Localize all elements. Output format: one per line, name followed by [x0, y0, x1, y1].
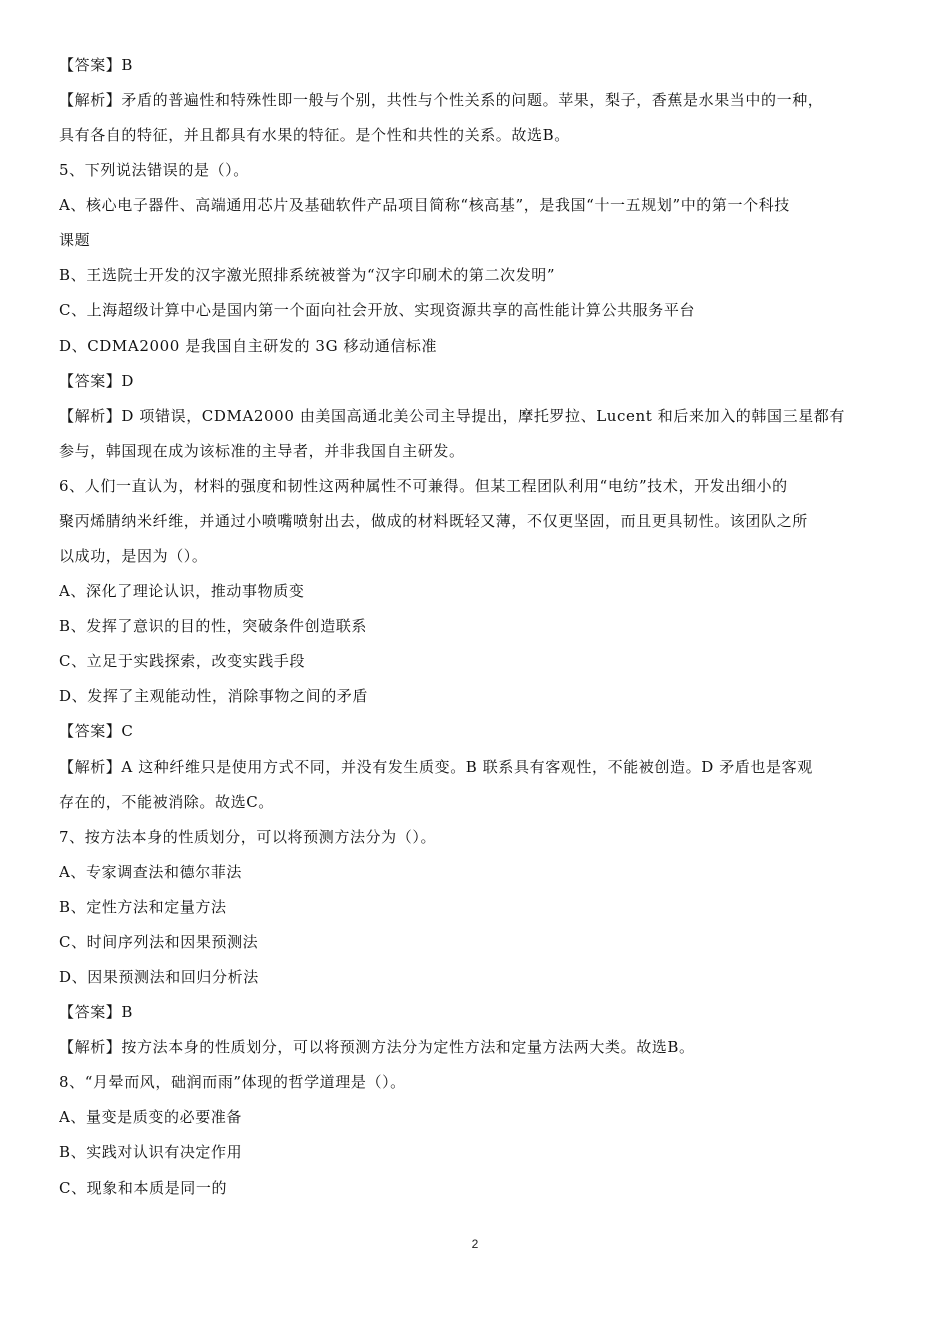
- answer-line: 【答案】B: [59, 56, 134, 74]
- analysis-line: 参与，韩国现在成为该标准的主导者，并非我国自主研发。: [59, 442, 465, 460]
- answer-line: 【答案】B: [59, 1003, 134, 1021]
- option-line: B、定性方法和定量方法: [59, 898, 227, 916]
- option-line: C、时间序列法和因果预测法: [59, 933, 259, 951]
- question-6: 6、人们一直认为，材料的强度和韧性这两种属性不可兼得。但某工程团队利用“电纺”技术，开发出细小的: [59, 477, 788, 495]
- option-line: A、量变是质变的必要准备: [59, 1108, 243, 1126]
- analysis-line: 【解析】D 项错误，CDMA2000 由美国高通北美公司主导提出，摩托罗拉、Lucent 和后来加入的韩国三星都有: [59, 407, 845, 425]
- analysis-line: 【解析】矛盾的普遍性和特殊性即一般与个别，共性与个性关系的问题。苹果，梨子，香蕉是水果当中的一种，: [59, 91, 824, 109]
- option-line: C、上海超级计算中心是国内第一个面向社会开放、实现资源共享的高性能计算公共服务平台: [59, 301, 696, 319]
- option-line: B、发挥了意识的目的性，突破条件创造联系: [59, 617, 368, 635]
- option-line: C、立足于实践探索，改变实践手段: [59, 652, 306, 670]
- option-line: A、深化了理论认识，推动事物质变: [59, 582, 305, 600]
- analysis-line: 存在的，不能被消除。故选C。: [59, 793, 274, 811]
- option-line: C、现象和本质是同一的: [59, 1179, 228, 1197]
- page-number: 2: [471, 1237, 479, 1251]
- option-line: B、王选院士开发的汉字激光照排系统被誉为“汉字印刷术的第二次发明”: [59, 266, 556, 284]
- option-line: A、专家调查法和德尔菲法: [59, 863, 243, 881]
- option-line: D、发挥了主观能动性，消除事物之间的矛盾: [59, 687, 369, 705]
- option-line: 课题: [59, 231, 91, 249]
- option-line: B、实践对认识有决定作用: [59, 1143, 243, 1161]
- analysis-line: 【解析】A 这种纤维只是使用方式不同，并没有发生质变。B 联系具有客观性，不能被创造。D 矛盾也是客观: [59, 758, 813, 776]
- question-5: 5、下列说法错误的是（）。: [59, 161, 249, 179]
- option-line: A、核心电子器件、高端通用芯片及基础软件产品项目简称“核高基”，是我国“十一五规划”中的第一个科技: [59, 196, 790, 214]
- answer-line: 【答案】C: [59, 722, 134, 740]
- option-line: D、CDMA2000 是我国自主研发的 3G 移动通信标准: [59, 337, 438, 355]
- question-7: 7、按方法本身的性质划分，可以将预测方法分为（）。: [59, 828, 437, 846]
- analysis-line: 【解析】按方法本身的性质划分，可以将预测方法分为定性方法和定量方法两大类。故选B。: [59, 1038, 695, 1056]
- answer-line: 【答案】D: [59, 372, 135, 390]
- question-line: 以成功，是因为（）。: [59, 547, 208, 565]
- question-8: 8、“月晕而风，础润而雨”体现的哲学道理是（）。: [59, 1073, 406, 1091]
- analysis-line: 具有各自的特征，并且都具有水果的特征。是个性和共性的关系。故选B。: [59, 126, 570, 144]
- question-line: 聚丙烯腈纳米纤维，并通过小喷嘴喷射出去，做成的材料既轻又薄，不仅更坚固，而且更具韧性。该团队之所: [59, 512, 808, 530]
- option-line: D、因果预测法和回归分析法: [59, 968, 259, 986]
